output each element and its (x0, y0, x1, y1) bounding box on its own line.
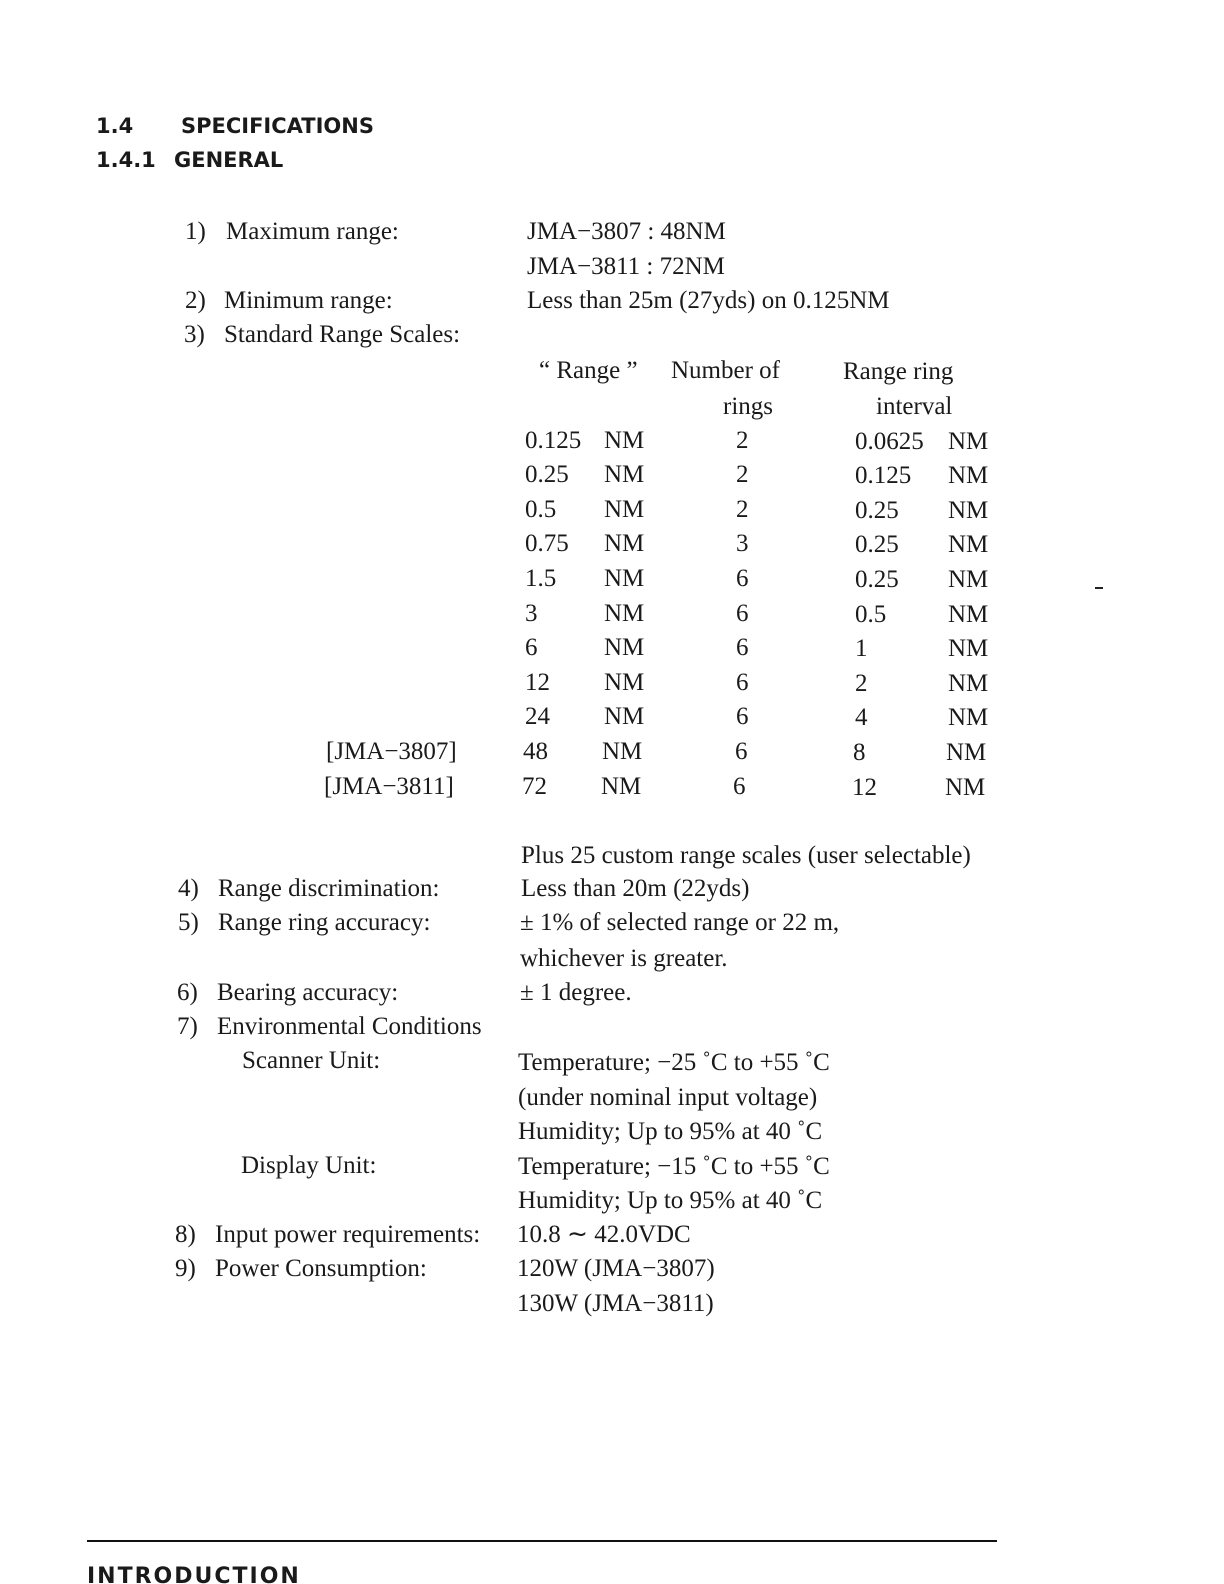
rings-value: 6 (735, 738, 748, 765)
range-unit: NM (604, 669, 645, 696)
item-label: Power Consumption: (215, 1255, 427, 1282)
item-number: 8) (175, 1221, 196, 1248)
item-value: Humidity; Up to 95% at 40 ˚C (518, 1118, 823, 1145)
range-unit: NM (604, 530, 645, 557)
interval-unit: NM (948, 428, 989, 455)
range-value: 0.25 (525, 461, 569, 488)
item-value: Humidity; Up to 95% at 40 ˚C (518, 1187, 823, 1214)
rings-value: 2 (736, 496, 749, 523)
item-number: 6) (177, 979, 198, 1006)
range-unit: NM (604, 600, 645, 627)
subsection-number: 1.4.1 (96, 148, 156, 172)
item-label: Bearing accuracy: (217, 979, 399, 1006)
range-unit: NM (601, 773, 642, 800)
item-value: JMA−3807 : 48NM (527, 218, 726, 245)
interval-unit: NM (948, 635, 989, 662)
item-label: Range discrimination: (218, 875, 440, 902)
table-header-interval: interval (876, 393, 953, 420)
subsection-title: GENERAL (174, 148, 284, 172)
interval-unit: NM (945, 774, 986, 801)
rings-value: 2 (736, 427, 749, 454)
interval-value: 0.25 (855, 497, 899, 524)
interval-value: 0.5 (855, 601, 887, 628)
item-number: 1) (185, 218, 206, 245)
interval-unit: NM (948, 462, 989, 489)
item-number: 7) (177, 1013, 198, 1040)
rings-value: 2 (736, 461, 749, 488)
scan-mark (1095, 587, 1103, 589)
model-label: [JMA−3811] (324, 773, 454, 800)
range-value: 0.125 (525, 427, 582, 454)
item-value: 130W (JMA−3811) (517, 1290, 714, 1317)
range-value: 12 (525, 669, 550, 696)
interval-value: 0.25 (855, 531, 899, 558)
range-unit: NM (604, 565, 645, 592)
item-number: 4) (178, 875, 199, 902)
range-unit: NM (604, 703, 645, 730)
range-unit: NM (604, 634, 645, 661)
rings-value: 6 (736, 703, 749, 730)
table-header-range: “ Range ” (539, 357, 638, 384)
item-label: Environmental Conditions (217, 1013, 482, 1040)
range-value: 48 (523, 738, 548, 765)
interval-unit: NM (948, 497, 989, 524)
model-label: [JMA−3807] (326, 738, 457, 765)
rings-value: 6 (736, 600, 749, 627)
interval-value: 0.0625 (855, 428, 924, 455)
interval-unit: NM (948, 566, 989, 593)
range-value: 0.75 (525, 530, 569, 557)
item-value: Temperature; −15 ˚C to +55 ˚C (518, 1153, 830, 1180)
table-header-rings: rings (723, 393, 773, 420)
range-unit: NM (604, 427, 645, 454)
range-value: 72 (522, 773, 547, 800)
interval-value: 0.125 (855, 462, 912, 489)
interval-value: 0.25 (855, 566, 899, 593)
item-value: 10.8 ∼ 42.0VDC (517, 1221, 691, 1248)
section-number: 1.4 (96, 114, 134, 138)
scanner-unit-label: Scanner Unit: (242, 1047, 381, 1074)
item-label: Input power requirements: (215, 1221, 481, 1248)
interval-unit: NM (948, 670, 989, 697)
rings-value: 6 (736, 669, 749, 696)
interval-unit: NM (946, 739, 987, 766)
interval-value: 4 (855, 704, 868, 731)
item-value: JMA−3811 : 72NM (527, 253, 725, 280)
interval-unit: NM (948, 531, 989, 558)
interval-value: 12 (852, 774, 877, 801)
footer-text: INTRODUCTION (87, 1564, 301, 1584)
footer-rule (87, 1540, 997, 1542)
interval-unit: NM (948, 704, 989, 731)
item-value: ± 1% of selected range or 22 m, (520, 909, 840, 936)
item-number: 3) (184, 321, 205, 348)
item-number: 2) (185, 287, 206, 314)
item-value: 120W (JMA−3807) (517, 1255, 715, 1282)
range-table-note: Plus 25 custom range scales (user selectable) (521, 842, 971, 869)
range-value: 24 (525, 703, 550, 730)
item-label: Standard Range Scales: (224, 321, 461, 348)
item-value: Temperature; −25 ˚C to +55 ˚C (518, 1049, 830, 1076)
item-value: (under nominal input voltage) (518, 1084, 818, 1111)
interval-value: 1 (855, 635, 868, 662)
range-unit: NM (604, 461, 645, 488)
item-number: 5) (178, 909, 199, 936)
interval-value: 2 (855, 670, 868, 697)
range-value: 0.5 (525, 496, 557, 523)
range-unit: NM (604, 496, 645, 523)
rings-value: 6 (733, 773, 746, 800)
item-value: ± 1 degree. (520, 979, 632, 1006)
item-value: whichever is greater. (520, 945, 728, 972)
rings-value: 3 (736, 530, 749, 557)
interval-value: 8 (853, 739, 866, 766)
section-title: SPECIFICATIONS (181, 114, 374, 138)
rings-value: 6 (736, 634, 749, 661)
item-label: Range ring accuracy: (218, 909, 431, 936)
range-value: 3 (525, 600, 538, 627)
display-unit-label: Display Unit: (241, 1152, 377, 1179)
range-value: 6 (525, 634, 538, 661)
table-header-interval: Range ring (843, 358, 954, 385)
item-label: Minimum range: (224, 287, 393, 314)
item-label: Maximum range: (226, 218, 399, 245)
range-unit: NM (602, 738, 643, 765)
range-value: 1.5 (525, 565, 557, 592)
table-header-rings: Number of (671, 357, 780, 384)
item-value: Less than 20m (22yds) (521, 875, 750, 902)
item-value: Less than 25m (27yds) on 0.125NM (527, 287, 890, 314)
rings-value: 6 (736, 565, 749, 592)
interval-unit: NM (948, 601, 989, 628)
footer-text-clip (87, 1560, 347, 1584)
item-number: 9) (175, 1255, 196, 1282)
